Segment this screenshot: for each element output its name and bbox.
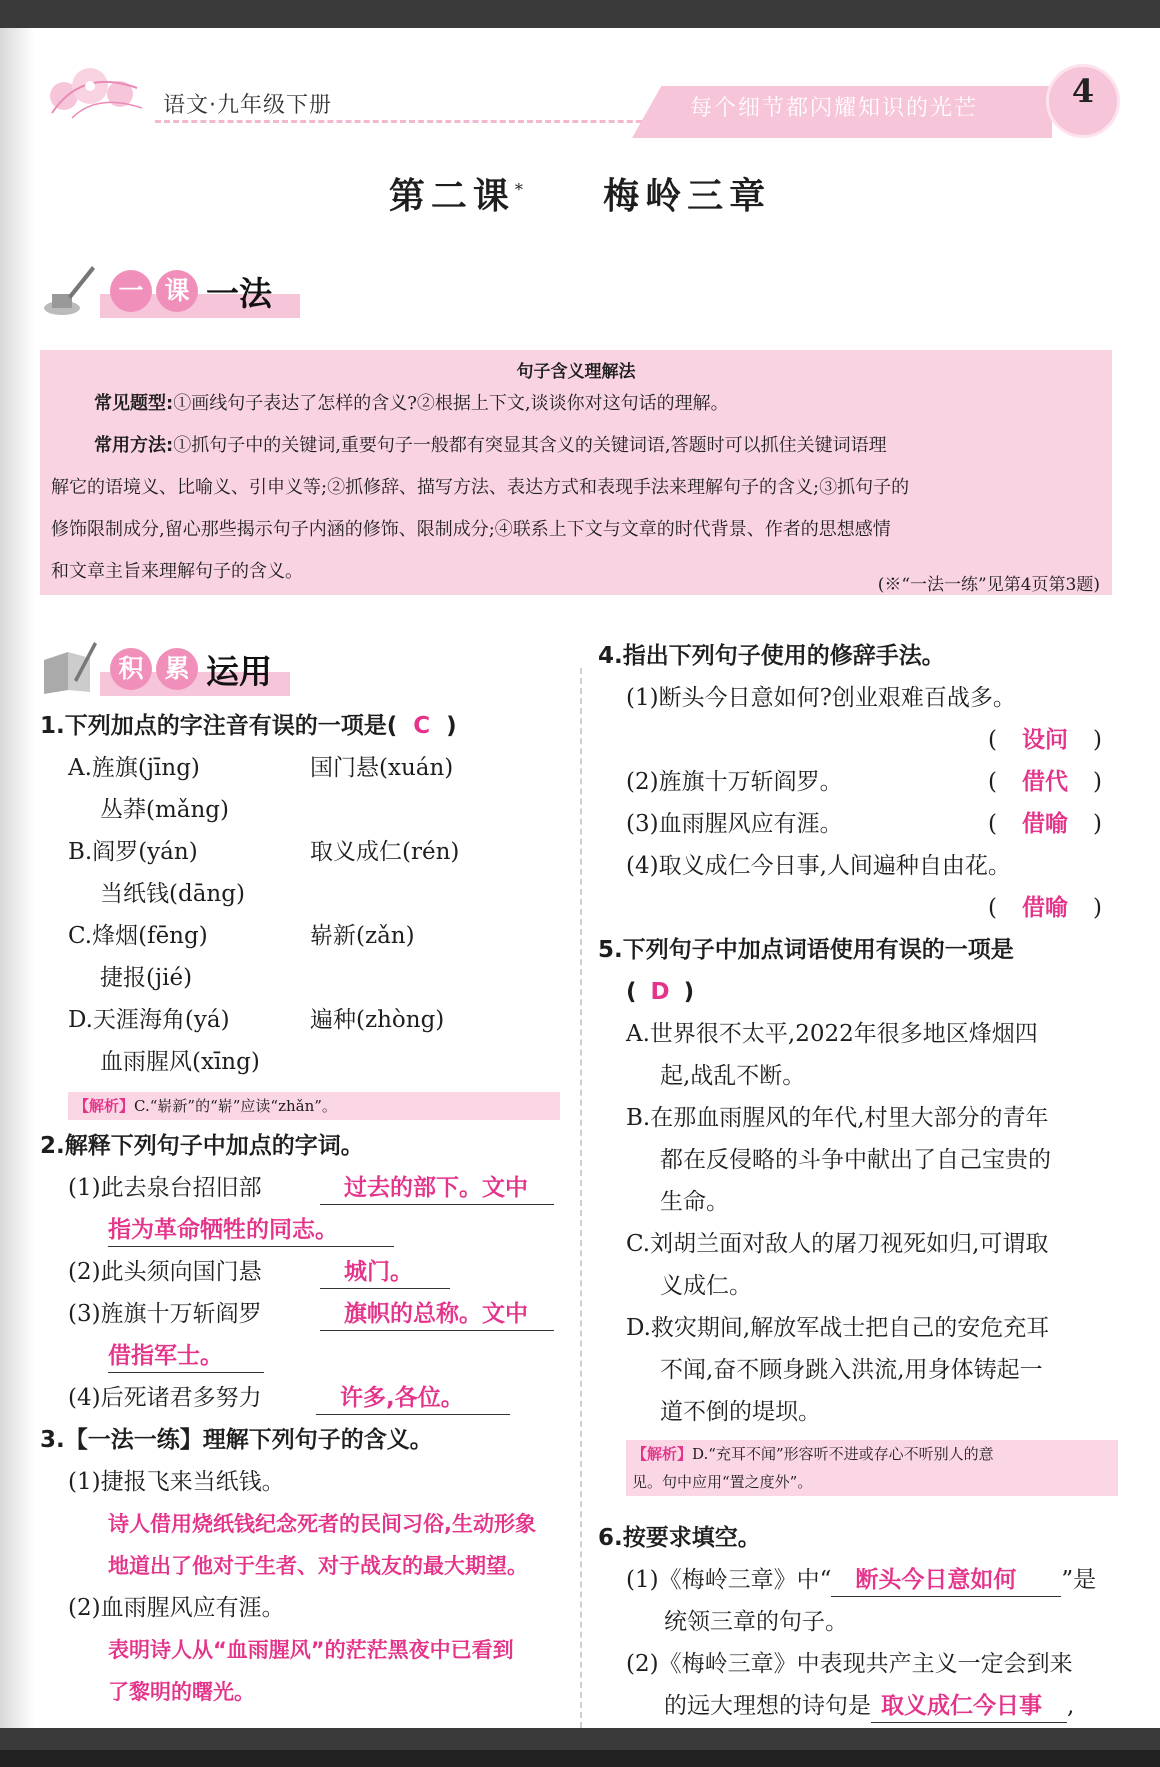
lesson-name: 梅岭三章 xyxy=(603,175,772,217)
header-slogan: 每个细节都闪耀知识的光芒 xyxy=(690,96,979,121)
flower-ornament-icon xyxy=(42,58,152,128)
method-box xyxy=(40,350,1112,595)
q1-option-d1: D.天涯海角(yá) xyxy=(68,1007,230,1033)
q4-answer-2: ( 借代 ) xyxy=(988,769,1102,795)
q4-answer-3-text: 借喻 xyxy=(1021,811,1068,837)
q1-option-a1: A.旌旗(jīng) xyxy=(68,755,200,781)
q4-answer-1-text: 设问 xyxy=(1021,727,1068,753)
q5-analysis-text-2: 见。句中应用“置之度外”。 xyxy=(632,1473,813,1491)
q3-answer-1b: 地道出了他对于生者、对于战友的最大期望。 xyxy=(108,1554,528,1578)
q5-analysis-text-1: D.“充耳不闻”形容听不进或存心不听别人的意 xyxy=(692,1445,994,1463)
q1-answer: C xyxy=(413,713,431,739)
q5-option-d1: D.救灾期间,解放军战士把自己的安危充耳 xyxy=(626,1315,1050,1341)
q2-answer-2 xyxy=(320,1258,450,1289)
q6-s2-text-c: , xyxy=(1067,1693,1075,1719)
method-box-title: 句子含义理解法 xyxy=(516,362,636,382)
q3-s2: (2)血雨腥风应有涯。 xyxy=(68,1595,285,1621)
section-char-2: 累 xyxy=(156,648,198,690)
method-label: 常用方法: xyxy=(94,435,174,456)
q1-option-b3: 当纸钱(dāng) xyxy=(100,881,245,907)
section-header-accumulate xyxy=(40,646,300,696)
q4-s1: (1)断头今日意如何?创业艰难百战多。 xyxy=(626,685,1016,711)
section-char-2: 课 xyxy=(156,270,198,312)
q4-s3: (3)血雨腥风应有涯。 xyxy=(626,811,843,837)
q1-option-c2: 崭新(zǎn) xyxy=(310,923,415,949)
type-text: ①画线句子表达了怎样的含义?②根据上下文,谈谈你对这句话的理解。 xyxy=(173,393,729,414)
common-question-types xyxy=(94,394,729,414)
q1-option-d3: 血雨腥风(xīng) xyxy=(100,1049,260,1075)
q4-answer-4-text: 借喻 xyxy=(1021,895,1068,921)
section-char-1: 一 xyxy=(110,270,152,312)
book-title: 语文·九年级下册 xyxy=(163,93,332,118)
q2-answer-1b: 指为革命牺牲的同志。 xyxy=(108,1216,394,1247)
q6-s2-text-b: 的远大理想的诗句是 xyxy=(664,1693,871,1719)
q1-stem xyxy=(40,712,457,740)
q5-answer: D xyxy=(650,979,670,1005)
pen-inkwell-icon xyxy=(40,262,96,318)
q2-s4: (4)后死诸君多努力 xyxy=(68,1385,262,1411)
analysis-tag: 【解析】 xyxy=(632,1445,693,1463)
q1-option-c1: C.烽烟(fēng) xyxy=(68,923,208,949)
q2-answer-1-cont xyxy=(108,1216,394,1247)
q5-option-b2: 都在反侵略的斗争中献出了自己宝贵的 xyxy=(660,1147,1051,1173)
page-number: 4 xyxy=(1071,72,1095,110)
q5-option-a1: A.世界很不太平,2022年很多地区烽烟四 xyxy=(626,1021,1038,1047)
q6-s1-text-a: (1)《梅岭三章》中“ xyxy=(626,1567,832,1593)
q4-answer-3: ( 借喻 ) xyxy=(988,811,1102,837)
q6-s1-text-b: ”是 xyxy=(1061,1567,1097,1593)
q1-option-b2: 取义成仁(rén) xyxy=(310,839,460,865)
q1-analysis-text: C.“崭新”的“崭”应读“zhǎn”。 xyxy=(134,1097,337,1115)
q5-option-b1: B.在那血雨腥风的年代,村里大部分的青年 xyxy=(626,1105,1049,1131)
column-divider xyxy=(580,668,582,1728)
q5-option-c1: C.刘胡兰面对敌人的屠刀视死如归,可谓取 xyxy=(626,1231,1049,1257)
q1-option-d2: 遍种(zhòng) xyxy=(310,1007,445,1033)
method-line-1-text: ①抓句子中的关键词,重要句子一般都有突显其含义的关键词语,答题时可以抓住关键词语理 xyxy=(173,435,887,456)
q2-answer-1a: 过去的部下。文中 xyxy=(320,1174,554,1205)
q2-answer-1 xyxy=(320,1174,554,1205)
q1-analysis xyxy=(68,1092,560,1120)
q6-s2-cont xyxy=(664,1692,1074,1723)
method-line-4: 和文章主旨来理解句子的含义。 xyxy=(51,561,303,582)
q4-answer-2-text: 借代 xyxy=(1021,769,1068,795)
q6-s1-cont: 统领三章的句子。 xyxy=(664,1609,848,1635)
q4-stem: 4.指出下列句子使用的修辞手法。 xyxy=(598,643,945,669)
q5-option-d2: 不闻,奋不顾身跳入洪流,用身体铸起一 xyxy=(660,1357,1043,1383)
q2-answer-2-text: 城门。 xyxy=(320,1258,450,1289)
lesson-star: * xyxy=(514,180,529,199)
q4-answer-4: ( 借喻 ) xyxy=(988,895,1102,921)
q3-answer-2b: 了黎明的曙光。 xyxy=(108,1680,255,1704)
q1-close: ) xyxy=(446,713,457,739)
q2-answer-4 xyxy=(316,1384,510,1415)
q2-stem: 2.解释下列句子中加点的字词。 xyxy=(40,1133,364,1159)
page-gutter-shadow xyxy=(0,28,34,1728)
q3-s1: (1)捷报飞来当纸钱。 xyxy=(68,1469,285,1495)
q1-option-c3: 捷报(jié) xyxy=(100,965,193,991)
q6-stem: 6.按要求填空。 xyxy=(598,1525,761,1551)
q5-option-d3: 道不倒的堤坝。 xyxy=(660,1399,821,1425)
lesson-number: 第二课 xyxy=(388,175,515,217)
section-char-1: 积 xyxy=(110,648,152,690)
q2-s1: (1)此去泉台招旧部 xyxy=(68,1175,262,1201)
q3-answer-2a: 表明诗人从“血雨腥风”的茫茫黑夜中已看到 xyxy=(108,1638,514,1662)
q4-s2: (2)旌旗十万斩阎罗。 xyxy=(626,769,843,795)
q2-s2: (2)此头须向国门悬 xyxy=(68,1259,262,1285)
header-dashed-line xyxy=(155,120,660,123)
lesson-title xyxy=(0,168,1160,219)
q4-answer-1: ( 设问 ) xyxy=(988,727,1102,753)
q2-answer-4-text: 许多,各位。 xyxy=(316,1384,510,1415)
q4-s4: (4)取义成仁今日事,人间遍种自由花。 xyxy=(626,853,1011,879)
method-line-3: 修饰限制成分,留心那些揭示句子内涵的修饰、限制成分;④联系上下文与文章的时代背景、作者的思想感情 xyxy=(51,519,891,540)
q5-analysis xyxy=(626,1440,1118,1496)
q5-stem: 5.下列句子中加点词语使用有误的一项是 xyxy=(598,937,1014,963)
method-line-2: 解它的语境义、比喻义、引申义等;②抓修辞、描写方法、表达方式和表现手法来理解句子的含义;③抓句子的 xyxy=(51,477,910,498)
q2-answer-3b: 借指军士。 xyxy=(108,1342,264,1373)
q6-s2: (2)《梅岭三章》中表现共产主义一定会到来 xyxy=(626,1651,1073,1677)
book-quill-icon xyxy=(40,640,98,696)
q1-option-b1: B.阎罗(yán) xyxy=(68,839,198,865)
section-word: 运用 xyxy=(206,652,272,691)
q5-option-b3: 生命。 xyxy=(660,1189,729,1215)
method-reference: (※“一法一练”见第4页第3题) xyxy=(877,575,1100,595)
q2-s3: (3)旌旗十万斩阎罗 xyxy=(68,1301,262,1327)
q6-answer-2: 取义成仁今日事 xyxy=(871,1692,1067,1723)
q3-stem: 3.【一法一练】理解下列句子的含义。 xyxy=(40,1427,433,1453)
q6-answer-1: 断头今日意如何 xyxy=(831,1566,1061,1597)
q5-answer-line: ( D ) xyxy=(626,979,695,1005)
section-word: 一法 xyxy=(206,274,272,313)
q6-s1 xyxy=(626,1566,1096,1597)
q5-option-a2: 起,战乱不断。 xyxy=(660,1063,806,1089)
type-label: 常见题型: xyxy=(94,393,174,414)
bottom-bar xyxy=(0,1750,1160,1767)
q3-answer-1a: 诗人借用烧纸钱纪念死者的民间习俗,生动形象 xyxy=(108,1512,536,1536)
q2-answer-3-cont xyxy=(108,1342,264,1373)
q1-option-a3: 丛莽(mǎng) xyxy=(100,797,230,823)
analysis-tag: 【解析】 xyxy=(74,1097,135,1115)
q1-stem-text: 1.下列加点的字注音有误的一项是( xyxy=(40,713,398,739)
section-header-method xyxy=(40,268,300,318)
q1-option-a2: 国门悬(xuán) xyxy=(310,755,454,781)
q5-option-c2: 义成仁。 xyxy=(660,1273,752,1299)
q2-answer-3a: 旗帜的总称。文中 xyxy=(320,1300,554,1331)
q2-answer-3 xyxy=(320,1300,554,1331)
workbook-page xyxy=(0,28,1160,1728)
method-line-1 xyxy=(94,436,887,456)
